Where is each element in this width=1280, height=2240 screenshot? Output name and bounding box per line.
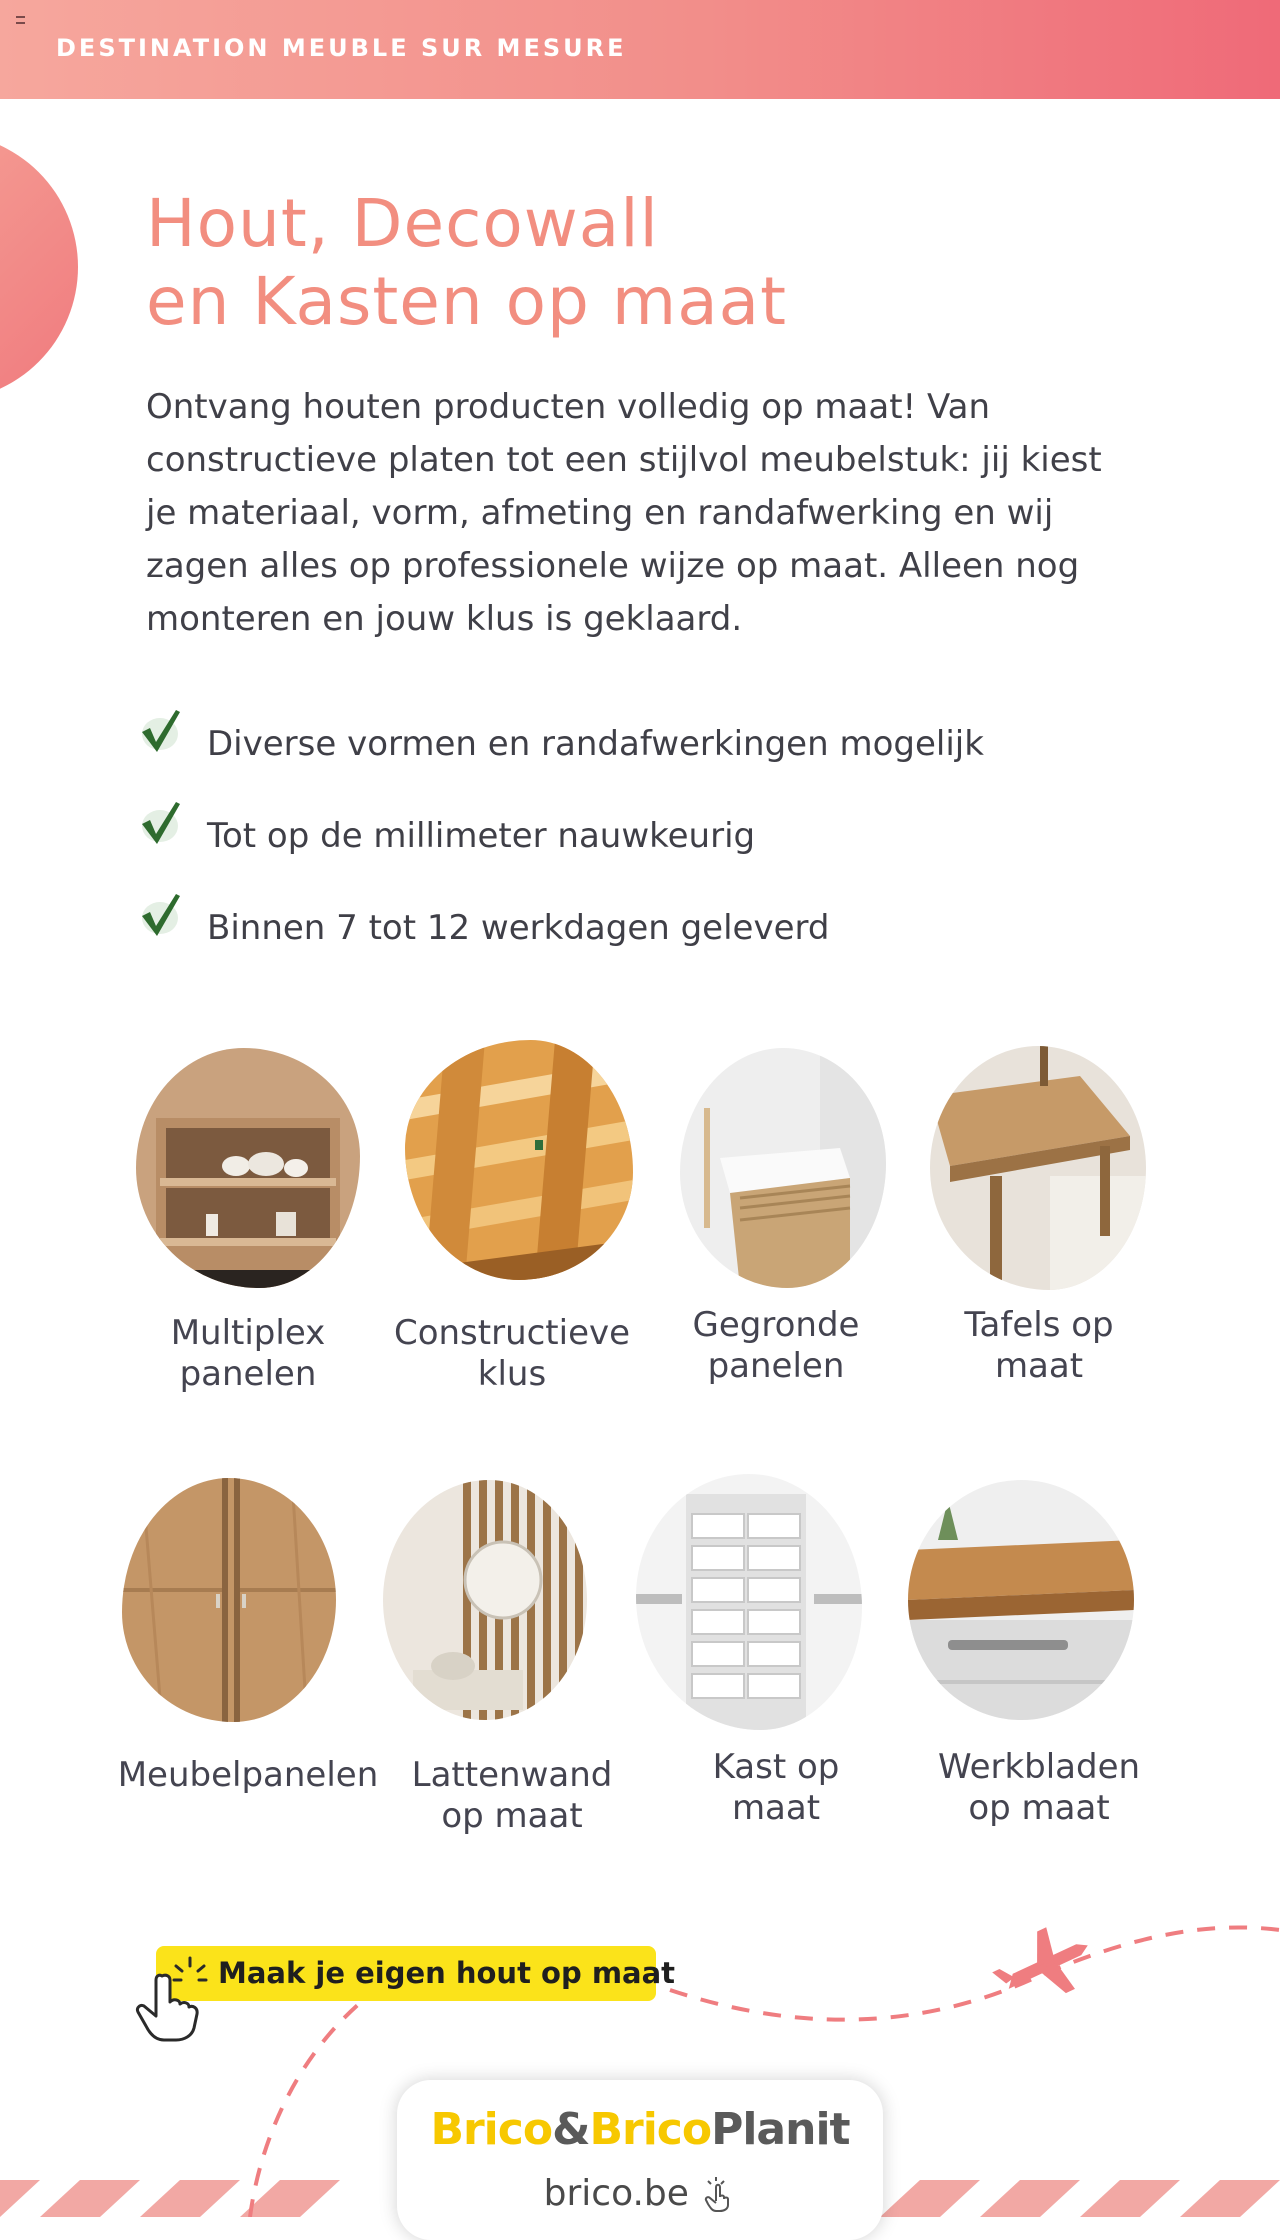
checklist-item xyxy=(138,890,1138,982)
cta-label: Maak je eigen hout op maat xyxy=(218,1956,676,1990)
beams-photo-icon xyxy=(405,1040,633,1280)
make-your-own-wood-button[interactable] xyxy=(156,1946,676,2001)
cabinet-photo-icon xyxy=(636,1474,862,1730)
checkmark-icon xyxy=(138,798,184,848)
intro-paragraph: Ontvang houten producten volledig op maat! Van constructieve platen tot een stijlvol meubelstuk: jij kiest je materiaal, vorm, afmeting en randafwerking en wij zagen alles op professionele wijze op maat. Alleen nog monteren en jouw klus is geklaard. xyxy=(146,387,1102,639)
constructive-job-image[interactable] xyxy=(405,1040,633,1280)
panel-photo-icon xyxy=(680,1048,886,1288)
brand-ampersand: & xyxy=(552,2104,590,2155)
brand-logo xyxy=(397,2104,883,2155)
checkmark-icon xyxy=(138,890,184,940)
website-url: brico.be xyxy=(543,2173,689,2214)
product-label: Werkbladen op maat xyxy=(937,1747,1141,1828)
primed-panels-image[interactable] xyxy=(680,1048,886,1288)
pointing-hand-icon xyxy=(132,1968,206,2042)
checklist-text: Binnen 7 tot 12 werkdagen geleverd xyxy=(207,908,830,948)
menu-icon xyxy=(16,16,25,24)
title-line-2: en Kasten op maat xyxy=(146,263,787,340)
product-label: Kast op maat xyxy=(712,1747,840,1828)
furniture-panels-image[interactable] xyxy=(122,1478,336,1722)
click-hand-icon xyxy=(704,2177,736,2213)
checklist-item xyxy=(138,798,1138,890)
worktop-photo-icon xyxy=(908,1480,1134,1720)
checklist-text: Diverse vormen en randafwerkingen mogelijk xyxy=(207,724,984,764)
title-line-1: Hout, Decowall xyxy=(146,185,659,262)
cabinet-image[interactable] xyxy=(636,1474,862,1730)
product-label: Lattenwand op maat xyxy=(411,1755,613,1836)
top-banner xyxy=(0,0,1280,99)
product-label: Tafels op maat xyxy=(964,1305,1114,1386)
brand-part-2: Brico xyxy=(589,2104,712,2155)
slat-wall-photo-icon xyxy=(383,1480,587,1720)
checkmark-icon xyxy=(138,706,184,756)
checklist-text: Tot op de millimeter nauwkeurig xyxy=(207,816,756,856)
brand-logo-card[interactable] xyxy=(397,2080,883,2240)
feature-checklist xyxy=(138,706,1138,982)
product-label: Gegronde panelen xyxy=(692,1305,860,1386)
worktops-image[interactable] xyxy=(908,1480,1134,1720)
airplane-icon xyxy=(985,1915,1103,2018)
page-title xyxy=(146,185,787,341)
brand-part-3: Planit xyxy=(711,2104,850,2155)
slat-wall-image[interactable] xyxy=(383,1480,587,1720)
checklist-item xyxy=(138,706,1138,798)
product-label: Multiplex panelen xyxy=(170,1313,326,1394)
banner-title: DESTINATION MEUBLE SUR MESURE xyxy=(56,34,627,62)
product-label: Meubelpanelen xyxy=(117,1755,379,1795)
multiplex-panels-image[interactable] xyxy=(136,1048,360,1288)
website-link[interactable] xyxy=(397,2173,883,2214)
table-photo-icon xyxy=(930,1046,1146,1290)
decorative-circle xyxy=(0,133,78,401)
brand-part-1: Brico xyxy=(430,2104,553,2155)
product-label: Constructieve klus xyxy=(393,1313,631,1394)
shelf-photo-icon xyxy=(136,1048,360,1288)
door-photo-icon xyxy=(122,1478,336,1722)
tables-image[interactable] xyxy=(930,1046,1146,1290)
